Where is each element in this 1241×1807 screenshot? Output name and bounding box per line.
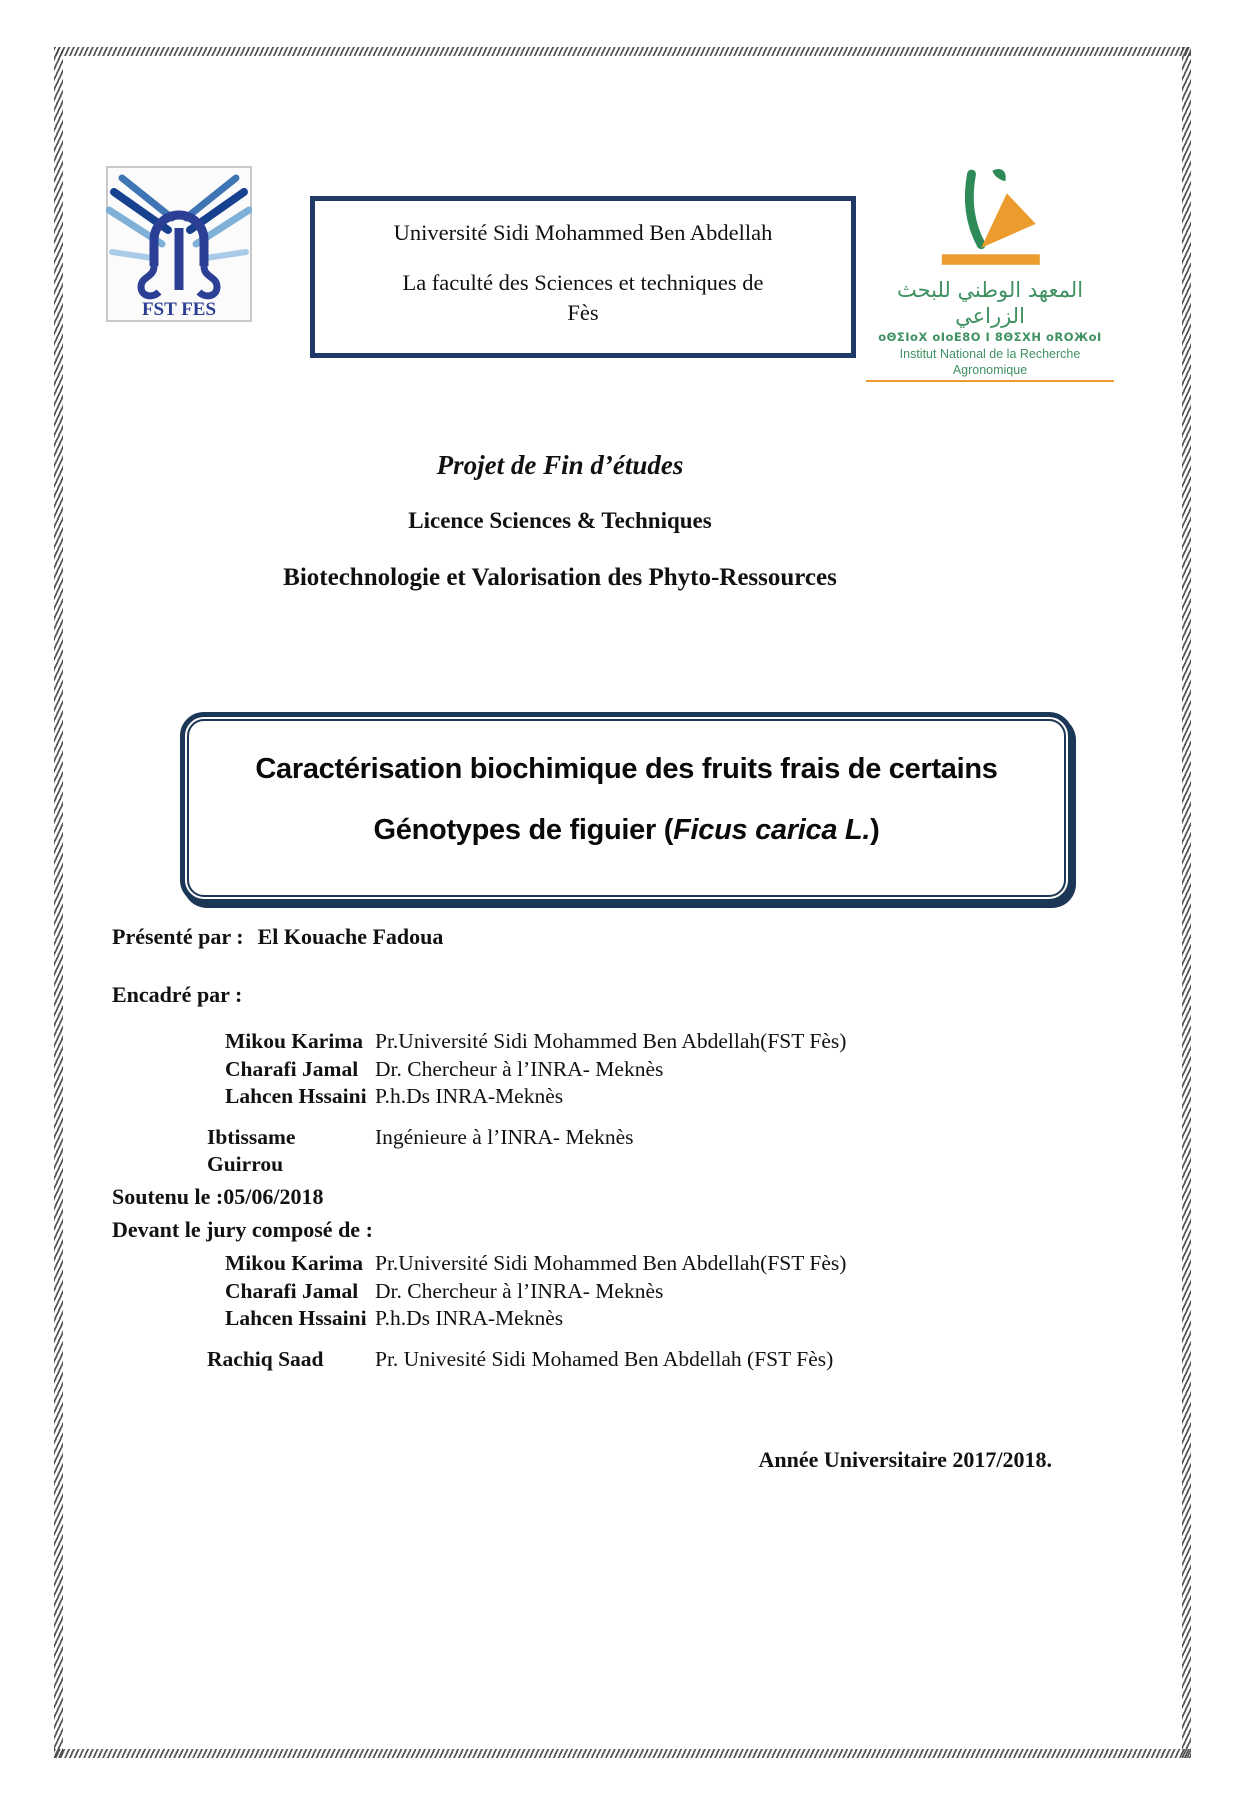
faculty-name-line1: La faculté des Sciences et techniques de xyxy=(402,270,764,295)
academic-year: Année Universitaire 2017/2018. xyxy=(758,1447,1052,1472)
university-box xyxy=(310,196,856,358)
fst-fes-logo-icon xyxy=(106,166,252,322)
page-border-bottom xyxy=(54,1749,1191,1758)
inra-logo xyxy=(866,166,1114,382)
supervisor-name: Ibtissame Guirrou xyxy=(207,1124,296,1176)
page-border-top xyxy=(54,47,1191,56)
inra-name-tifinagh: oΘΣIoX oIoE8O I 8ΘΣXH oROЖoI xyxy=(878,330,1102,344)
university-name: Université Sidi Mohammed Ben Abdellah xyxy=(393,220,773,245)
jury-row xyxy=(205,1305,846,1333)
supervisor-name: Charafi Jamal xyxy=(225,1056,359,1081)
inra-name-arabic: المعهد الوطني للبحث الزراعي xyxy=(896,278,1084,328)
supervisor-row xyxy=(205,1056,846,1084)
faculty-name-line2: Fès xyxy=(567,300,599,325)
jury-label: Devant le jury composé de : xyxy=(112,1217,373,1242)
jury-member-name: Charafi Jamal xyxy=(225,1278,359,1303)
inra-name-french: Institut National de la Recherche Agronomique xyxy=(866,346,1114,382)
jury-member-affiliation: Pr.Université Sidi Mohammed Ben Abdellah(FST Fès) xyxy=(375,1251,847,1275)
jury-row xyxy=(205,1278,846,1306)
defense-date: Soutenu le :05/06/2018 xyxy=(112,1184,324,1209)
supervisor-affiliation: Ingénieure à l’INRA- Meknès xyxy=(375,1124,634,1149)
thesis-title-box xyxy=(180,712,1073,904)
jury-member-affiliation: P.h.Ds INRA-Meknès xyxy=(375,1306,564,1330)
jury-member-name: Lahcen Hssaini xyxy=(225,1306,367,1330)
program-heading: Biotechnologie et Valorisation des Phyto-Ressources xyxy=(283,564,837,591)
supervisor-name: Lahcen Hssaini xyxy=(225,1084,367,1108)
jury-row xyxy=(205,1346,846,1374)
supervisor-name: Mikou Karima xyxy=(225,1029,363,1053)
page-border-right xyxy=(1182,47,1191,1758)
thesis-title-line2 xyxy=(189,814,1064,847)
page-border-left xyxy=(54,47,63,1758)
thesis-title-line2-suffix: ) xyxy=(870,814,880,846)
supervised-by-label: Encadré par : xyxy=(112,982,243,1007)
supervisor-affiliation: Dr. Chercheur à l’INRA- Meknès xyxy=(375,1056,664,1081)
thesis-title xyxy=(187,719,1066,897)
thesis-title-line2-prefix: Génotypes de figuier ( xyxy=(373,814,674,846)
supervisor-row xyxy=(205,1028,846,1056)
thesis-title-species: Ficus carica L. xyxy=(673,814,871,846)
jury-member-name: Rachiq Saad xyxy=(207,1346,324,1371)
presented-by-line xyxy=(112,924,443,950)
jury-member-affiliation: Pr. Univesité Sidi Mohamed Ben Abdellah (FST Fès) xyxy=(375,1346,834,1371)
jury-row xyxy=(205,1250,846,1278)
supervisors-list xyxy=(205,1028,846,1179)
student-name: El Kouache Fadoua xyxy=(257,924,444,949)
jury-member-name: Mikou Karima xyxy=(225,1251,363,1275)
jury-member-affiliation: Dr. Chercheur à l’INRA- Meknès xyxy=(375,1278,664,1303)
supervisor-row xyxy=(205,1124,846,1179)
supervisor-affiliation: P.h.Ds INRA-Meknès xyxy=(375,1084,564,1108)
inra-logo-icon xyxy=(897,166,1083,272)
jury-list xyxy=(205,1250,846,1373)
thesis-title-line1: Caractérisation biochimique des fruits frais de certains xyxy=(255,753,998,785)
supervisor-affiliation: Pr.Université Sidi Mohammed Ben Abdellah(FST Fès) xyxy=(375,1029,847,1053)
presented-by-label: Présenté par : xyxy=(112,924,244,949)
project-heading: Projet de Fin d’études xyxy=(436,450,684,480)
supervisor-row xyxy=(205,1083,846,1111)
fst-fes-logo-label: FST FES xyxy=(141,299,217,320)
degree-heading: Licence Sciences & Techniques xyxy=(408,508,712,533)
